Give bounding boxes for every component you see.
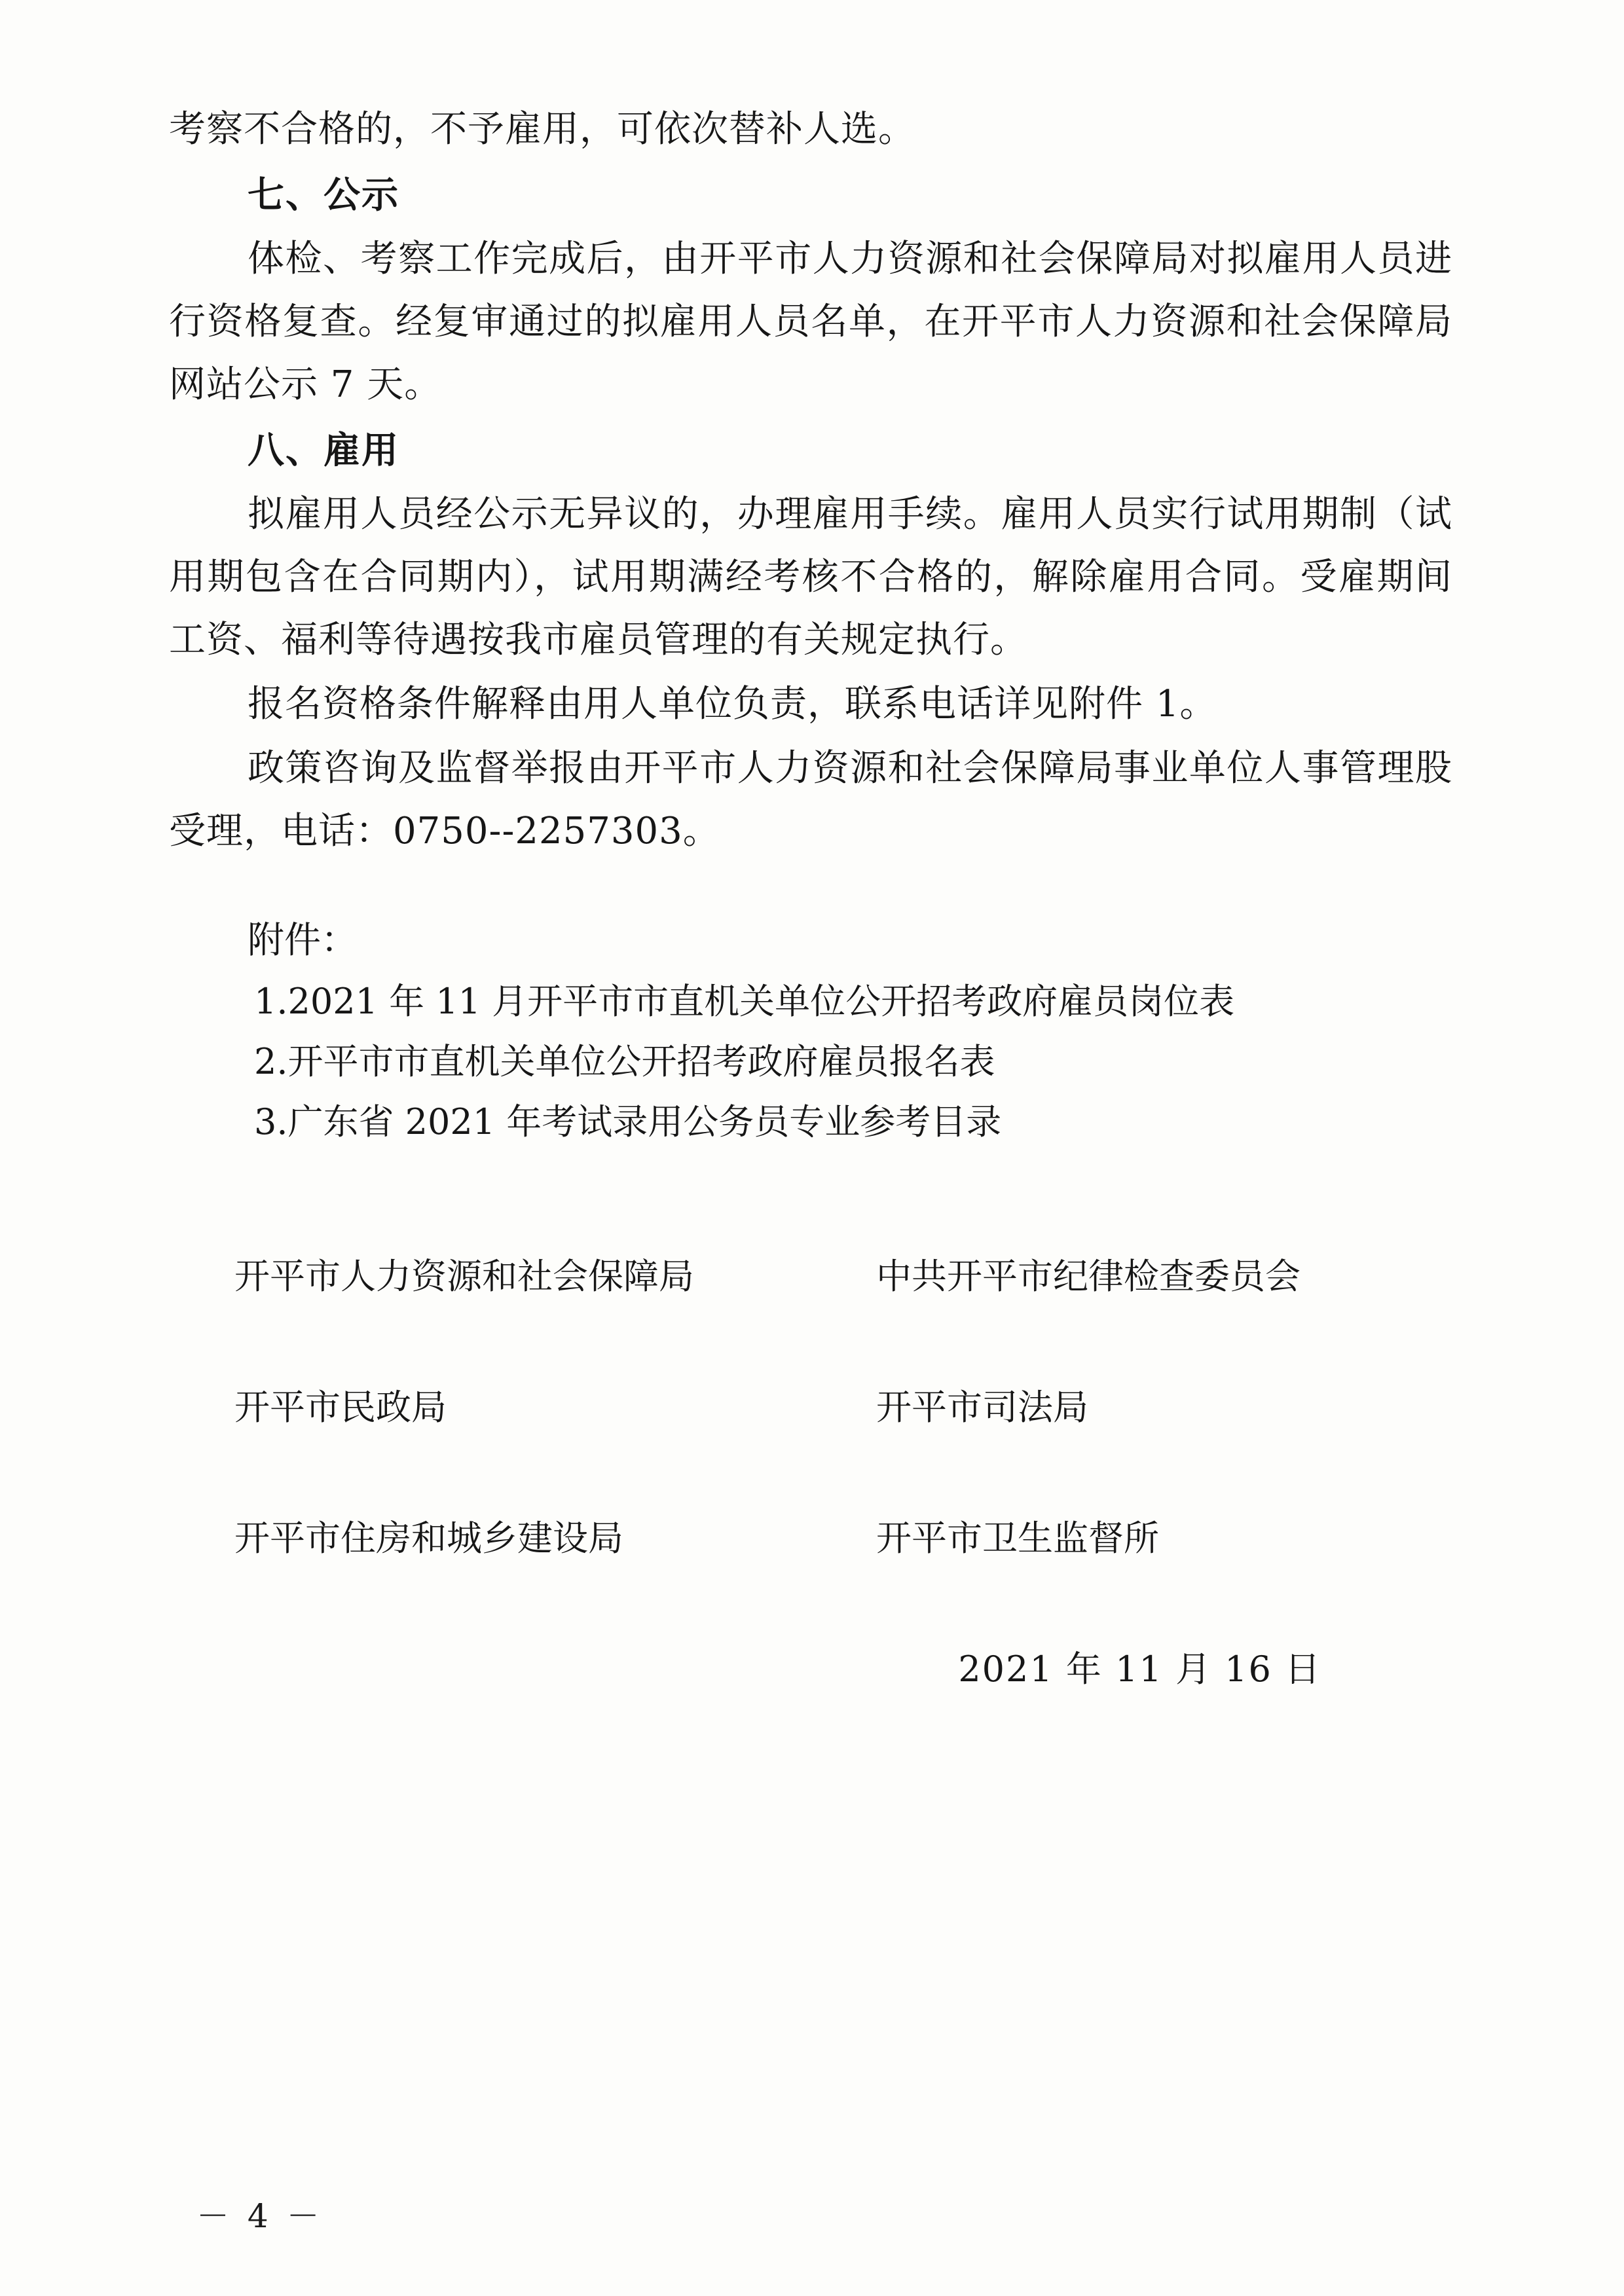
page-number: － 4 － — [196, 2197, 323, 2235]
spacer — [169, 864, 1452, 910]
attachment-item-2: 2.开平市市直机关单位公开招考政府雇员报名表 — [254, 1041, 995, 1082]
signature-row — [169, 1512, 1452, 1565]
paragraph-publicity: 体检、考察工作完成后，由开平市人力资源和社会保障局对拟雇用人员进行资格复查。经复审通过的拟雇用人员名单，在开平市人力资源和社会保障局网站公示 7 天。 — [169, 238, 1452, 406]
section-heading-seven: 七、公示 — [248, 173, 399, 217]
paragraph-employment: 拟雇用人员经公示无异议的，办理雇用手续。雇用人员实行试用期制（试用期包含在合同期内），试用期满经考核不合格的，解除雇用合同。受雇期间工资、福利等待遇按我市雇员管理的有关规定执行。 — [169, 493, 1452, 661]
signature-row — [169, 1250, 1452, 1303]
attachment-item-3: 3.广东省 2021 年考试录用公务员专业参考目录 — [254, 1101, 1002, 1142]
attachments-title: 附件： — [248, 919, 358, 962]
signer-name: 开平市卫生监督所 — [876, 1518, 1159, 1559]
paragraph-continuation: 考察不合格的，不予雇用，可依次替补人选。 — [169, 108, 915, 151]
signer-name: 开平市住房和城乡建设局 — [234, 1518, 623, 1559]
signer-name: 开平市人力资源和社会保障局 — [234, 1256, 694, 1297]
paragraph-policy-consultation: 政策咨询及监督举报由开平市人力资源和社会保障局事业单位人事管理股受理，电话：0750--2257303。 — [169, 747, 1452, 852]
paragraph-qualification-contact: 报名资格条件解释由用人单位负责，联系电话详见附件 1。 — [248, 683, 1217, 725]
signer-name: 中共开平市纪律检查委员会 — [876, 1256, 1301, 1297]
attachment-item-1: 1.2021 年 11 月开平市市直机关单位公开招考政府雇员岗位表 — [254, 981, 1235, 1022]
signature-block — [169, 1250, 1452, 1696]
signer-name: 开平市司法局 — [876, 1387, 1088, 1428]
signer-name: 开平市民政局 — [234, 1387, 447, 1428]
document-date: 2021 年 11 月 16 日 — [958, 1649, 1321, 1690]
signature-row — [169, 1381, 1452, 1434]
document-body — [169, 98, 1452, 1696]
section-heading-eight: 八、雇用 — [248, 429, 399, 472]
